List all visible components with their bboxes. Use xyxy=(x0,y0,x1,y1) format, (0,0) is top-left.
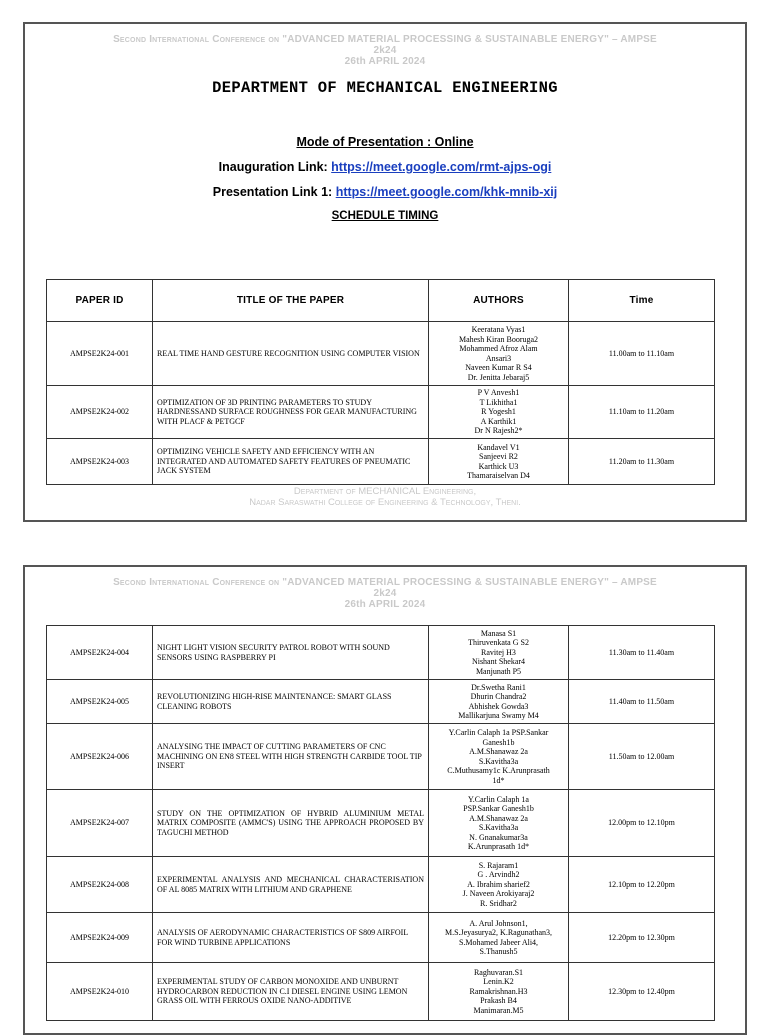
author: K.Arunprasath 1d* xyxy=(467,842,530,851)
author: Mallikarjuna Swamy M4 xyxy=(458,711,539,720)
conference-name: Second International Conference on "ADVANCED MATERIAL PROCESSING & SUSTAINABLE ENERGY" – AMPSE xyxy=(113,577,657,588)
author: Ganesh1b xyxy=(482,737,515,747)
presentation-label: Presentation Link 1: xyxy=(212,185,336,199)
author: Abhishek Gowda3 xyxy=(468,701,529,711)
table-row xyxy=(47,913,715,963)
schedule-table-1 xyxy=(46,279,715,485)
schedule-heading: SCHEDULE TIMING xyxy=(331,210,439,222)
paper-title: ANALYSING THE IMPACT OF CUTTING PARAMETERS OF CNC MACHINING ON EN8 STEEL WITH HIGH STRENGTH CARBIDE TOOL TIP INSERT xyxy=(153,724,429,790)
author: Dr.Swetha Rani1 xyxy=(471,682,526,692)
paper-time: 11.40am to 11.50am xyxy=(569,680,715,724)
conference-header xyxy=(25,577,745,610)
paper-time: 12.20pm to 12.30pm xyxy=(569,913,715,963)
paper-title: OPTIMIZATION OF 3D PRINTING PARAMETERS TO STUDY HARDNESSAND SURFACE ROUGHNESS FOR GEAR MANUFACTURING WITH PLACF & PETGCF xyxy=(153,386,429,439)
conference-header xyxy=(25,34,745,67)
author: Mahesh Kiran Booruga2 xyxy=(458,334,539,344)
paper-time: 11.10am to 11.20am xyxy=(569,386,715,439)
paper-authors xyxy=(429,626,569,680)
conference-year: 2k24 xyxy=(373,45,397,56)
author: Manimaran.M5 xyxy=(473,1005,524,1015)
presentation-line xyxy=(25,185,745,199)
paper-time: 11.30am to 11.40am xyxy=(569,626,715,680)
paper-id: AMPSE2K24-006 xyxy=(47,724,153,790)
author: R Yogesh1 xyxy=(481,407,516,417)
paper-id: AMPSE2K24-003 xyxy=(47,439,153,485)
author: R. Sridhar2 xyxy=(480,898,517,908)
author: J. Naveen Arokiyaraj2 xyxy=(462,889,535,899)
header-time: Time xyxy=(569,280,715,322)
paper-title: EXPERIMENTAL STUDY OF CARBON MONOXIDE AND UNBURNT HYDROCARBON REDUCTION IN C.I DIESEL ENGINE USING LEMON GRASS OIL WITH FERROUS OXIDE NANO-ADDITIVE xyxy=(153,963,429,1021)
table-row xyxy=(47,963,715,1021)
paper-id: AMPSE2K24-007 xyxy=(47,790,153,857)
footer-college: Nadar Saraswathi College of Engineering & Technology, Theni. xyxy=(249,497,521,508)
table-row xyxy=(47,386,715,439)
author: Mohammed Afroz Alam xyxy=(459,344,538,353)
author: N. Gnanakumar3a xyxy=(469,832,528,842)
paper-time: 11.00am to 11.10am xyxy=(569,322,715,386)
table-header-row xyxy=(47,280,715,322)
author: Naveen Kumar R S4 xyxy=(465,363,532,372)
author: Manjunath P5 xyxy=(475,666,522,676)
author: A.M.Shanawaz 2a xyxy=(469,747,528,756)
author: Karthick U3 xyxy=(478,461,519,471)
author: S.Kavitha3a xyxy=(478,823,519,832)
paper-authors xyxy=(429,963,569,1021)
paper-time: 12.30pm to 12.40pm xyxy=(569,963,715,1021)
author: Dr. Jenitta Jebaraj5 xyxy=(467,372,530,382)
table-row xyxy=(47,790,715,857)
author: Sanjeevi R2 xyxy=(479,452,518,461)
author: Y.Carlin Calaph 1a PSP.Sankar xyxy=(448,728,549,737)
conference-year: 2k24 xyxy=(373,588,397,599)
header-paper-id: PAPER ID xyxy=(47,280,153,322)
paper-title: ANALYSIS OF AERODYNAMIC CHARACTERISTICS OF S809 AIRFOIL FOR WIND TURBINE APPLICATIONS xyxy=(153,913,429,963)
paper-authors xyxy=(429,790,569,857)
author: A. Ibrahim sharief2 xyxy=(467,879,530,889)
conference-date: 26th APRIL 2024 xyxy=(344,56,426,67)
header-title: TITLE OF THE PAPER xyxy=(153,280,429,322)
schedule-table-2 xyxy=(46,625,715,1021)
author: S.Kavitha3a xyxy=(478,756,519,766)
author: A Karthik1 xyxy=(480,416,517,426)
department-title: DEPARTMENT OF MECHANICAL ENGINEERING xyxy=(212,79,558,97)
page-footer xyxy=(25,486,745,508)
paper-id: AMPSE2K24-004 xyxy=(47,626,153,680)
paper-title: EXPERIMENTAL ANALYSIS AND MECHANICAL CHARACTERISATION OF AL 8085 MATRIX WITH LITHIUM AND GRAPHENE xyxy=(153,857,429,913)
schedule-page-2 xyxy=(23,565,747,1035)
paper-id: AMPSE2K24-008 xyxy=(47,857,153,913)
author: Manasa S1 xyxy=(480,628,517,638)
author: 1d* xyxy=(492,775,505,785)
author: Dr N Rajesh2* xyxy=(474,426,523,436)
author: PSP.Sankar Ganesh1b xyxy=(463,804,534,813)
author: Ansari3 xyxy=(485,353,512,363)
paper-time: 12.10pm to 12.20pm xyxy=(569,857,715,913)
paper-authors xyxy=(429,386,569,439)
author: Y.Carlin Calaph 1a xyxy=(468,794,529,804)
author: Kandavel V1 xyxy=(477,442,520,452)
schedule-page-1 xyxy=(23,22,747,522)
paper-id: AMPSE2K24-002 xyxy=(47,386,153,439)
presentation-mode: Mode of Presentation : Online xyxy=(296,135,474,149)
author: C.Muthusamy1c K.Arunprasath xyxy=(447,766,550,775)
paper-authors xyxy=(429,913,569,963)
paper-title: REAL TIME HAND GESTURE RECOGNITION USING COMPUTER VISION xyxy=(153,322,429,386)
paper-authors xyxy=(429,857,569,913)
table-row xyxy=(47,439,715,485)
author: S.Thanush5 xyxy=(479,947,518,956)
author: Raghuvaran.S1 xyxy=(473,967,524,977)
author: Thamaraiselvan D4 xyxy=(467,471,530,480)
table-row xyxy=(47,322,715,386)
author: Dhurin Chandra2 xyxy=(470,692,527,701)
paper-id: AMPSE2K24-001 xyxy=(47,322,153,386)
author: M.S.Jeyasurya2, K.Ragunathan3, xyxy=(444,928,553,937)
paper-id: AMPSE2K24-009 xyxy=(47,913,153,963)
table-row xyxy=(47,626,715,680)
conference-name: Second International Conference on "ADVANCED MATERIAL PROCESSING & SUSTAINABLE ENERGY" – AMPSE xyxy=(113,34,657,45)
table-row xyxy=(47,724,715,790)
footer-department: Department of MECHANICAL Engineering, xyxy=(293,486,477,497)
author: Lenin.K2 xyxy=(483,977,514,987)
author: P V Anvesh1 xyxy=(477,388,520,398)
paper-title: STUDY ON THE OPTIMIZATION OF HYBRID ALUMINIUM METAL MATRIX COMPOSITE (AMMC'S) USING THE APPROACH PROPOSED BY TAGUCHI METHOD xyxy=(153,790,429,857)
author: Ravitej H3 xyxy=(481,647,516,657)
author: S.Mohamed Jabeer Ali4, xyxy=(458,937,539,947)
paper-title: REVOLUTIONIZING HIGH-RISE MAINTENANCE: SMART GLASS CLEANING ROBOTS xyxy=(153,680,429,724)
conference-date: 26th APRIL 2024 xyxy=(344,599,426,610)
author: A. Arul Johnson1, xyxy=(469,918,528,928)
author: Prakash B4 xyxy=(480,996,517,1006)
inauguration-link[interactable]: https://meet.google.com/rmt-ajps-ogi xyxy=(331,160,552,174)
paper-title: NIGHT LIGHT VISION SECURITY PATROL ROBOT WITH SOUND SENSORS USING RASPBERRY PI xyxy=(153,626,429,680)
presentation-link[interactable]: https://meet.google.com/khk-mnib-xij xyxy=(335,185,558,199)
paper-time: 12.00pm to 12.10pm xyxy=(569,790,715,857)
paper-id: AMPSE2K24-010 xyxy=(47,963,153,1021)
author: Keeratana Vyas1 xyxy=(471,325,526,334)
author: A.M.Shanawaz 2a xyxy=(469,813,528,823)
inauguration-label: Inauguration Link: xyxy=(218,160,332,174)
paper-authors xyxy=(429,680,569,724)
header-authors: AUTHORS xyxy=(429,280,569,322)
paper-title: OPTIMIZING VEHICLE SAFETY AND EFFICIENCY WITH AN INTEGRATED AND AUTOMATED SAFETY FEATURES OF PNEUMATIC JACK SYSTEM xyxy=(153,439,429,485)
author: Thiruvenkata G S2 xyxy=(468,638,529,648)
table-row xyxy=(47,857,715,913)
author: T Likhitha1 xyxy=(479,397,518,407)
author: S. Rajaram1 xyxy=(478,860,519,870)
paper-authors xyxy=(429,724,569,790)
paper-id: AMPSE2K24-005 xyxy=(47,680,153,724)
author: Nishant Shekar4 xyxy=(471,657,526,667)
inauguration-line xyxy=(25,160,745,174)
author: Ramakrishnan.H3 xyxy=(469,986,528,996)
table-row xyxy=(47,680,715,724)
paper-authors xyxy=(429,439,569,485)
paper-authors xyxy=(429,322,569,386)
paper-time: 11.50am to 12.00am xyxy=(569,724,715,790)
author: G . Arvindh2 xyxy=(477,870,520,880)
paper-time: 11.20am to 11.30am xyxy=(569,439,715,485)
